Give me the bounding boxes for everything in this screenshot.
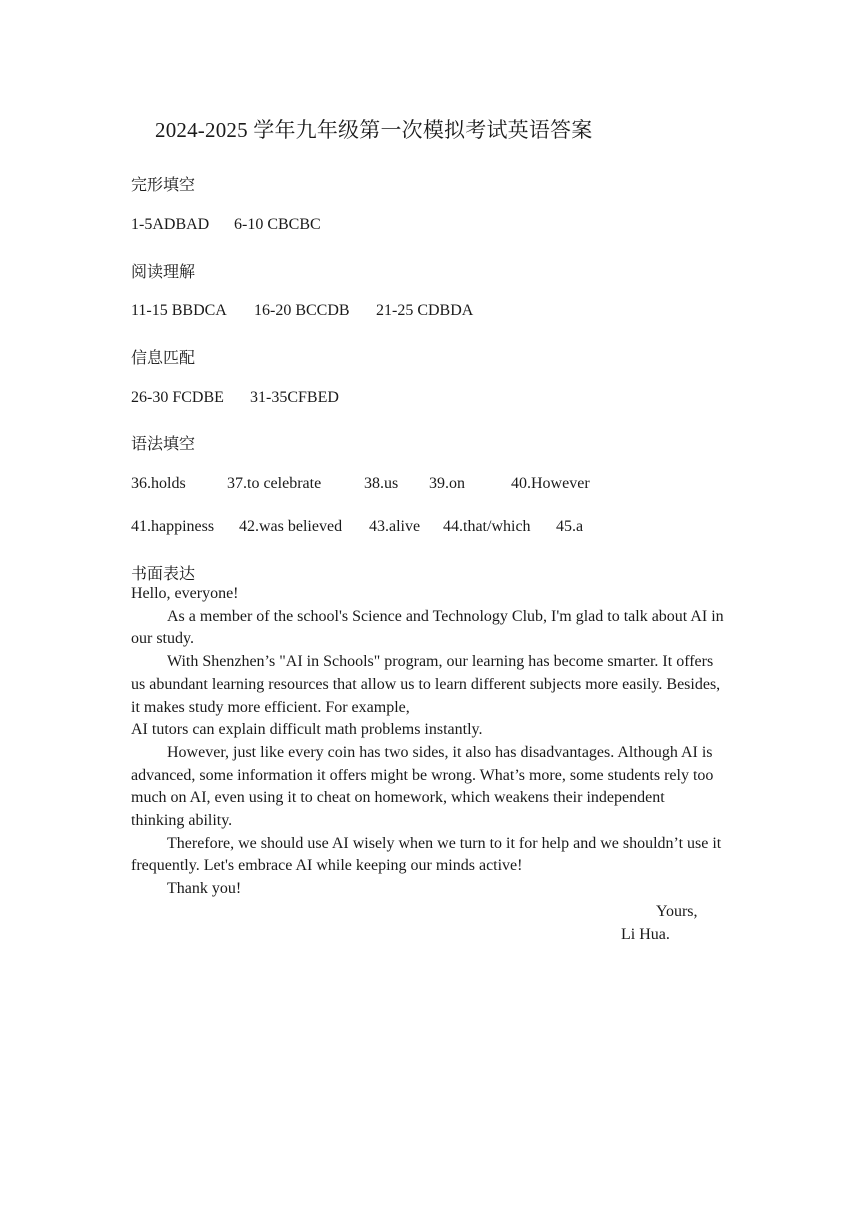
answer-group: 1-5ADBAD xyxy=(131,216,210,233)
essay-paragraph: As a member of the school's Science and Technology Club, I'm glad to talk about AI in our study. xyxy=(131,607,724,648)
answer-group: 6-10 CBCBC xyxy=(234,216,321,233)
answer-item: 39.on xyxy=(429,475,465,492)
essay-paragraph: With Shenzhen’s "AI in Schools" program, our learning has become smarter. It offers us abundant learning resources that allow us to learn different subjects more easily. Besides, it makes study more efficient. For example, xyxy=(131,653,721,716)
answer-item: 41.happiness xyxy=(131,518,215,535)
section-heading-grammar: 语法填空 xyxy=(131,436,196,453)
answer-item: 36.holds xyxy=(131,475,186,492)
answer-item: 37.to celebrate xyxy=(227,475,322,492)
section-heading-cloze: 完形填空 xyxy=(131,177,196,194)
essay-paragraph: Therefore, we should use AI wisely when we turn to it for help and we shouldn’t use it frequently. Let's embrace AI while keeping our minds active! xyxy=(131,834,722,875)
essay-thanks: Thank you! xyxy=(167,880,242,898)
section-heading-matching: 信息匹配 xyxy=(131,350,196,367)
answer-item: 44.that/which xyxy=(443,518,531,535)
answer-group: 26-30 FCDBE xyxy=(131,389,224,406)
answer-item: 43.alive xyxy=(369,518,421,535)
answer-item: 42.was believed xyxy=(239,518,343,535)
essay-greeting: Hello, everyone! xyxy=(131,585,239,602)
answer-group: 21-25 CDBDA xyxy=(376,302,474,319)
section-heading-reading: 阅读理解 xyxy=(131,264,196,281)
essay-closing: Yours, xyxy=(656,903,698,920)
page-title: 2024-2025 学年九年级第一次模拟考试英语答案 xyxy=(155,118,593,142)
section-heading-writing: 书面表达 xyxy=(131,566,196,583)
model-essay xyxy=(131,583,741,901)
answer-group: 11-15 BBDCA xyxy=(131,302,227,319)
answer-group: 31-35CFBED xyxy=(250,389,339,406)
essay-paragraph: However, just like every coin has two sides, it also has disadvantages. Although AI is advanced, some information it offers might be wrong. What’s more, some students rely too much on AI, even using it to cheat on homework, which weakens their independent thinking ability. xyxy=(131,743,714,830)
answer-item: 45.a xyxy=(556,518,584,535)
answer-item: 38.us xyxy=(364,475,399,492)
essay-signature: Li Hua. xyxy=(621,926,670,943)
essay-paragraph-continued: AI tutors can explain difficult math problems instantly. xyxy=(131,721,483,739)
answer-item: 40.However xyxy=(511,475,590,492)
answer-group: 16-20 BCCDB xyxy=(254,302,350,319)
